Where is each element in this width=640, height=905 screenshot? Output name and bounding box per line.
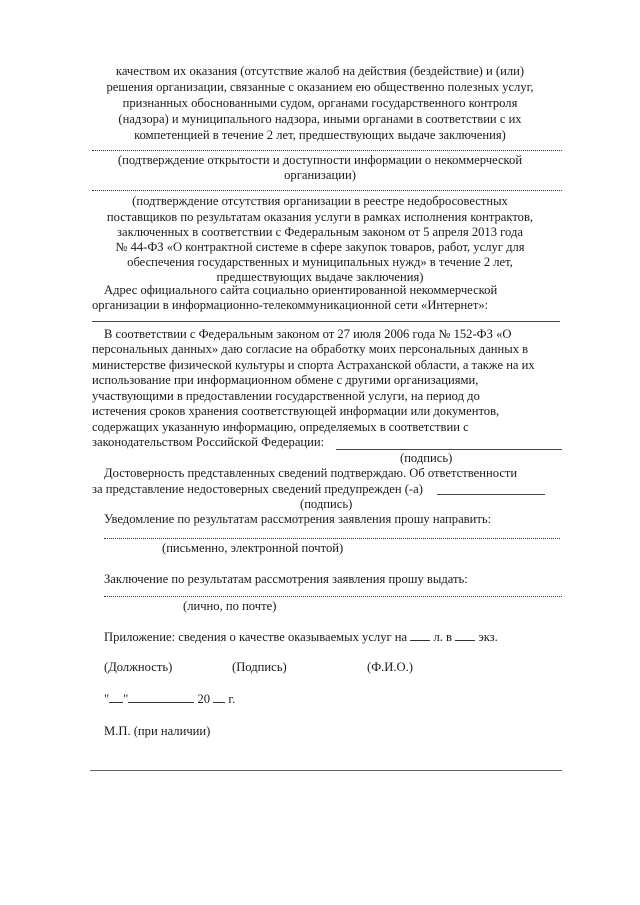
sheets-label: л. в (433, 630, 452, 644)
signature-label: (Подпись) (232, 660, 287, 674)
year-field[interactable] (213, 702, 225, 703)
text-line: предшествующих выдаче заключения) (216, 270, 424, 284)
position-label: (Должность) (104, 660, 173, 674)
bottom-divider (90, 770, 562, 771)
website-input-line[interactable] (92, 321, 560, 322)
text-line: содержащих указанную информацию, определяемых в соответствии с (92, 420, 469, 434)
text-line: В соответствии с Федеральным законом от 27 июля 2006 года № 152-ФЗ «О (104, 327, 512, 341)
full-name-label: (Ф.И.О.) (367, 660, 413, 674)
fill-line[interactable] (92, 150, 562, 151)
stamp-label: М.П. (при наличии) (104, 724, 211, 738)
attachment-line (104, 630, 498, 645)
year-prefix: 20 (197, 692, 211, 706)
reliability-signature-line[interactable] (437, 494, 545, 495)
open-quote: " (104, 692, 110, 706)
text-line: Достоверность представленных сведений подтверждаю. Об ответственности (104, 466, 518, 480)
text-line: участвующими в предоставлении государственной услуги, на период до (92, 389, 480, 403)
text-line: за представление недостоверных сведений предупрежден (-а) (92, 482, 423, 496)
text-line: № 44-ФЗ «О контрактной системе в сфере закупок товаров, работ, услуг для (115, 240, 525, 254)
text-line: компетенцией в течение 2 лет, предшествующих выдаче заключения) (134, 128, 506, 142)
fill-line[interactable] (92, 190, 562, 191)
caption: (лично, по почте) (183, 599, 277, 613)
text-line: использование при информационном обмене с другими организациями, (92, 373, 479, 387)
text-line: законодательством Российской Федерации: (92, 435, 325, 449)
attachment-prefix: Приложение: сведения о качестве оказываемых услуг на (104, 630, 408, 644)
text-line: поставщиков по результатам оказания услуги в рамках исполнения контрактов, (106, 210, 534, 224)
notification-method-line[interactable] (104, 538, 560, 539)
text-line: обеспечения государственных и муниципальных нужд» в течение 2 лет, (127, 255, 513, 269)
day-field[interactable] (109, 702, 123, 703)
text-line: (надзора) и муниципального надзора, иными органами в соответствии с их (118, 112, 522, 126)
conclusion-method-line[interactable] (104, 596, 562, 597)
copies-label: экз. (478, 630, 498, 644)
text-line: организации в информационно-телекоммуникационной сети «Интернет»: (92, 298, 489, 312)
text-line: решения организации, связанные с оказанием ею общественно полезных услуг, (106, 80, 534, 94)
text-line: признанных обоснованными судом, органами государственного контроля (122, 96, 518, 110)
year-suffix: г. (228, 692, 236, 706)
text-line: организации) (284, 168, 356, 182)
text-line: Уведомление по результатам рассмотрения заявления прошу направить: (104, 512, 492, 526)
text-line: (подтверждение отсутствия организации в реестре недобросовестных (132, 194, 508, 208)
text-line: качеством их оказания (отсутствие жалоб на действия (бездействие) и (или) (115, 64, 525, 78)
text-line: персональных данных» даю согласие на обработку моих персональных данных в (92, 342, 529, 356)
copies-count-field[interactable] (455, 640, 475, 641)
close-quote: " (123, 692, 129, 706)
text-line: министерстве физической культуры и спорта Астраханской области, а также на их (92, 358, 535, 372)
signature-caption: (подпись) (300, 497, 353, 511)
signature-caption: (подпись) (400, 451, 453, 465)
text-line: Адрес официального сайта социально ориентированной некоммерческой (104, 283, 498, 297)
consent-signature-line[interactable] (336, 449, 562, 450)
date-line (104, 692, 235, 707)
text-line: истечения сроков хранения соответствующей информации или документов, (92, 404, 500, 418)
text-line: (подтверждение открытости и доступности информации о некоммерческой (117, 153, 523, 167)
month-field[interactable] (128, 702, 194, 703)
text-line: заключенных в соответствии с Федеральным законом от 5 апреля 2013 года (117, 225, 523, 239)
text-line: Заключение по результатам рассмотрения заявления прошу выдать: (104, 572, 468, 586)
caption: (письменно, электронной почтой) (162, 541, 344, 555)
sheets-count-field[interactable] (410, 640, 430, 641)
